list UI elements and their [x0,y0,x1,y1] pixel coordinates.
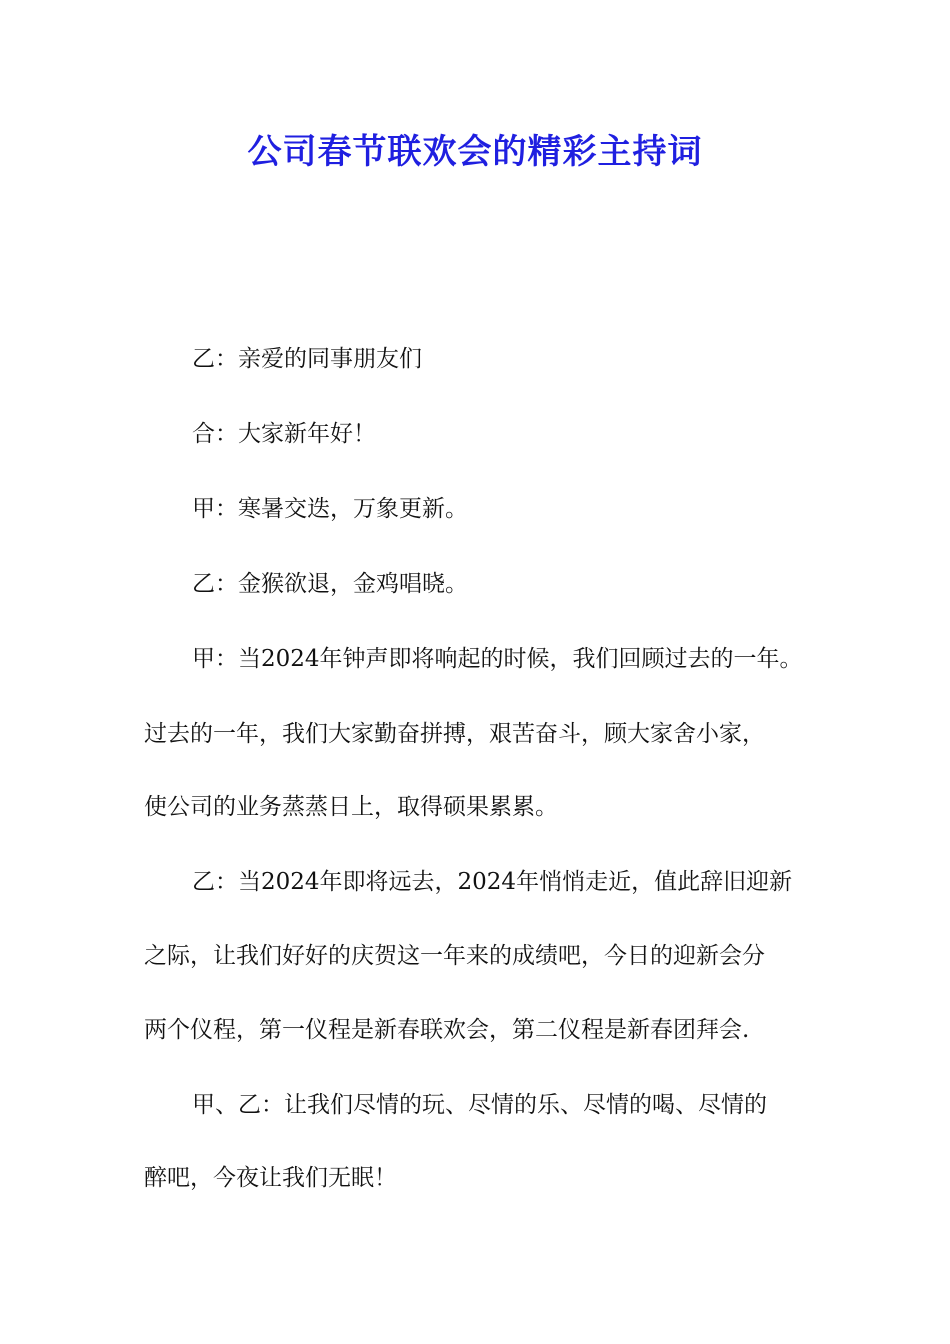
script-line: 过去的一年，我们大家勤奋拼搏，艰苦奋斗，顾大家舍小家， [144,721,765,747]
script-line: 甲：寒暑交迭，万象更新。 [192,496,468,522]
script-line: 甲：当2024年钟声即将响起的时候，我们回顾过去的一年。 [192,646,803,672]
script-line: 乙：当2024年即将远去，2024年悄悄走近，值此辞旧迎新 [192,869,793,895]
script-line: 合：大家新年好！ [192,421,376,447]
script-line: 之际，让我们好好的庆贺这一年来的成绩吧，今日的迎新会分 [144,943,765,969]
script-line: 甲、乙：让我们尽情的玩、尽情的乐、尽情的喝、尽情的 [192,1092,767,1118]
script-line: 乙：金猴欲退，金鸡唱晓。 [192,571,468,597]
script-line: 两个仪程，第一仪程是新春联欢会，第二仪程是新春团拜会. [144,1017,750,1043]
script-line: 醉吧，今夜让我们无眠！ [144,1165,397,1191]
script-line: 乙：亲爱的同事朋友们 [192,346,422,372]
script-line: 使公司的业务蒸蒸日上，取得硕果累累。 [144,794,558,820]
document-title: 公司春节联欢会的精彩主持词 [247,132,703,172]
